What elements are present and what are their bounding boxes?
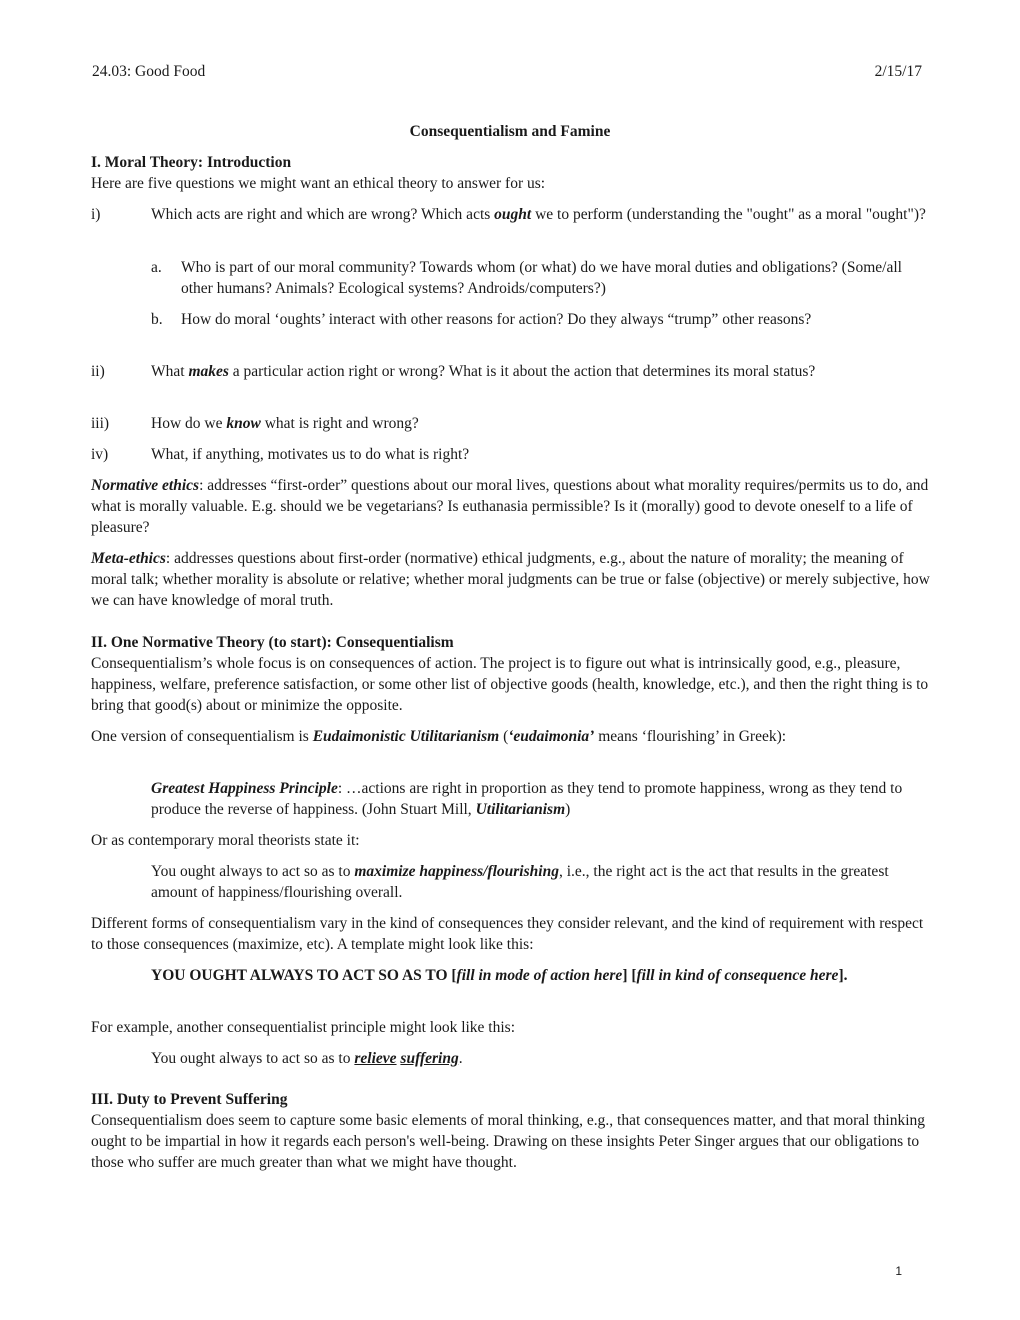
question-1a: Who is part of our moral community? Towards whom (or what) do we have moral duties and obligations? (Some/all other humans? Animals? Ecological systems? Androids/computers?)	[181, 259, 902, 297]
section-2-paragraph-3: Or as contemporary moral theorists state it:	[91, 832, 360, 849]
section-1-heading: I. Moral Theory: Introduction	[91, 154, 292, 171]
question-2: What makes a particular action right or wrong? What is it about the action that determines its moral status?	[151, 363, 816, 380]
section-2-paragraph-5: For example, another consequentialist principle might look like this:	[91, 1019, 516, 1036]
question-3: How do we know what is right and wrong?	[151, 415, 419, 432]
maximize-happiness-statement: You ought always to act so as to maximize happiness/flourishing, i.e., the right act is the act that results in the greatest amount of happiness/flourishing overall.	[151, 863, 889, 901]
section-2-paragraph-2: One version of consequentialism is Eudaimonistic Utilitarianism (‘eudaimonia’ means ‘flourishing’ in Greek):	[91, 728, 787, 745]
page-number: 1	[895, 1264, 902, 1278]
header-date: 2/15/17	[874, 63, 922, 80]
relieve-suffering-statement: You ought always to act so as to relieve suffering.	[151, 1050, 463, 1067]
section-1-intro: Here are five questions we might want an ethical theory to answer for us:	[91, 175, 546, 192]
greatest-happiness-principle: Greatest Happiness Principle: …actions are right in proportion as they tend to promote happiness, wrong as they tend to produce the reverse of happiness. (John Stuart Mill, Utilitarianism)	[151, 780, 903, 818]
question-1a-letter: a.	[151, 259, 162, 276]
section-2-heading: II. One Normative Theory (to start): Consequentialism	[91, 634, 454, 651]
question-4-number: iv)	[91, 446, 109, 463]
normative-ethics-definition: Normative ethics: addresses “first-order” questions about our moral lives, questions about what morality requires/permits us to do, and what is morally valuable. E.g. should we be vegetarians? Is euthanasia permissible? Is it (morally) good to devote oneself to a life of pleasure?	[91, 477, 929, 536]
question-2-number: ii)	[91, 363, 105, 380]
question-4: What, if anything, motivates us to do what is right?	[151, 446, 470, 463]
section-2-paragraph-1: Consequentialism’s whole focus is on consequences of action. The project is to figure out what is intrinsically good, e.g., pleasure, happiness, welfare, preference satisfaction, or some other list of objective goods (health, knowledge, etc.), and then the right thing is to bring that good(s) about or minimize the opposite.	[91, 655, 929, 714]
question-3-number: iii)	[91, 415, 110, 432]
page-title: Consequentialism and Famine	[409, 123, 611, 140]
question-1-number: i)	[91, 206, 101, 223]
question-1b: How do moral ‘oughts’ interact with other reasons for action? Do they always “trump” other reasons?	[181, 311, 812, 328]
section-3-heading: III. Duty to Prevent Suffering	[91, 1091, 288, 1108]
header-course: 24.03: Good Food	[92, 63, 206, 80]
section-2-paragraph-4: Different forms of consequentialism vary in the kind of consequences they consider relevant, and the kind of requirement with respect to those consequences (maximize, etc). A template might look like this:	[91, 915, 924, 953]
question-1b-letter: b.	[151, 311, 163, 328]
section-3-paragraph-1: Consequentialism does seem to capture some basic elements of moral thinking, e.g., that consequences matter, and that moral thinking ought to be impartial in how it regards each person's well-being. Drawing on these insights Peter Singer argues that our obligations to those who suffer are much greater than what we might have thought.	[91, 1112, 926, 1171]
consequentialism-template: YOU OUGHT ALWAYS TO ACT SO AS TO [fill in mode of action here] [fill in kind of consequence here].	[151, 967, 848, 984]
question-1: Which acts are right and which are wrong? Which acts ought we to perform (understanding the "ought" as a moral "ought")?	[151, 206, 926, 223]
meta-ethics-definition: Meta-ethics: addresses questions about first-order (normative) ethical judgments, e.g., about the nature of morality; the meaning of moral talk; whether morality is absolute or relative; whether moral judgments can be true or false (objective) or merely subjective, how we can have knowledge of moral truth.	[91, 550, 930, 609]
